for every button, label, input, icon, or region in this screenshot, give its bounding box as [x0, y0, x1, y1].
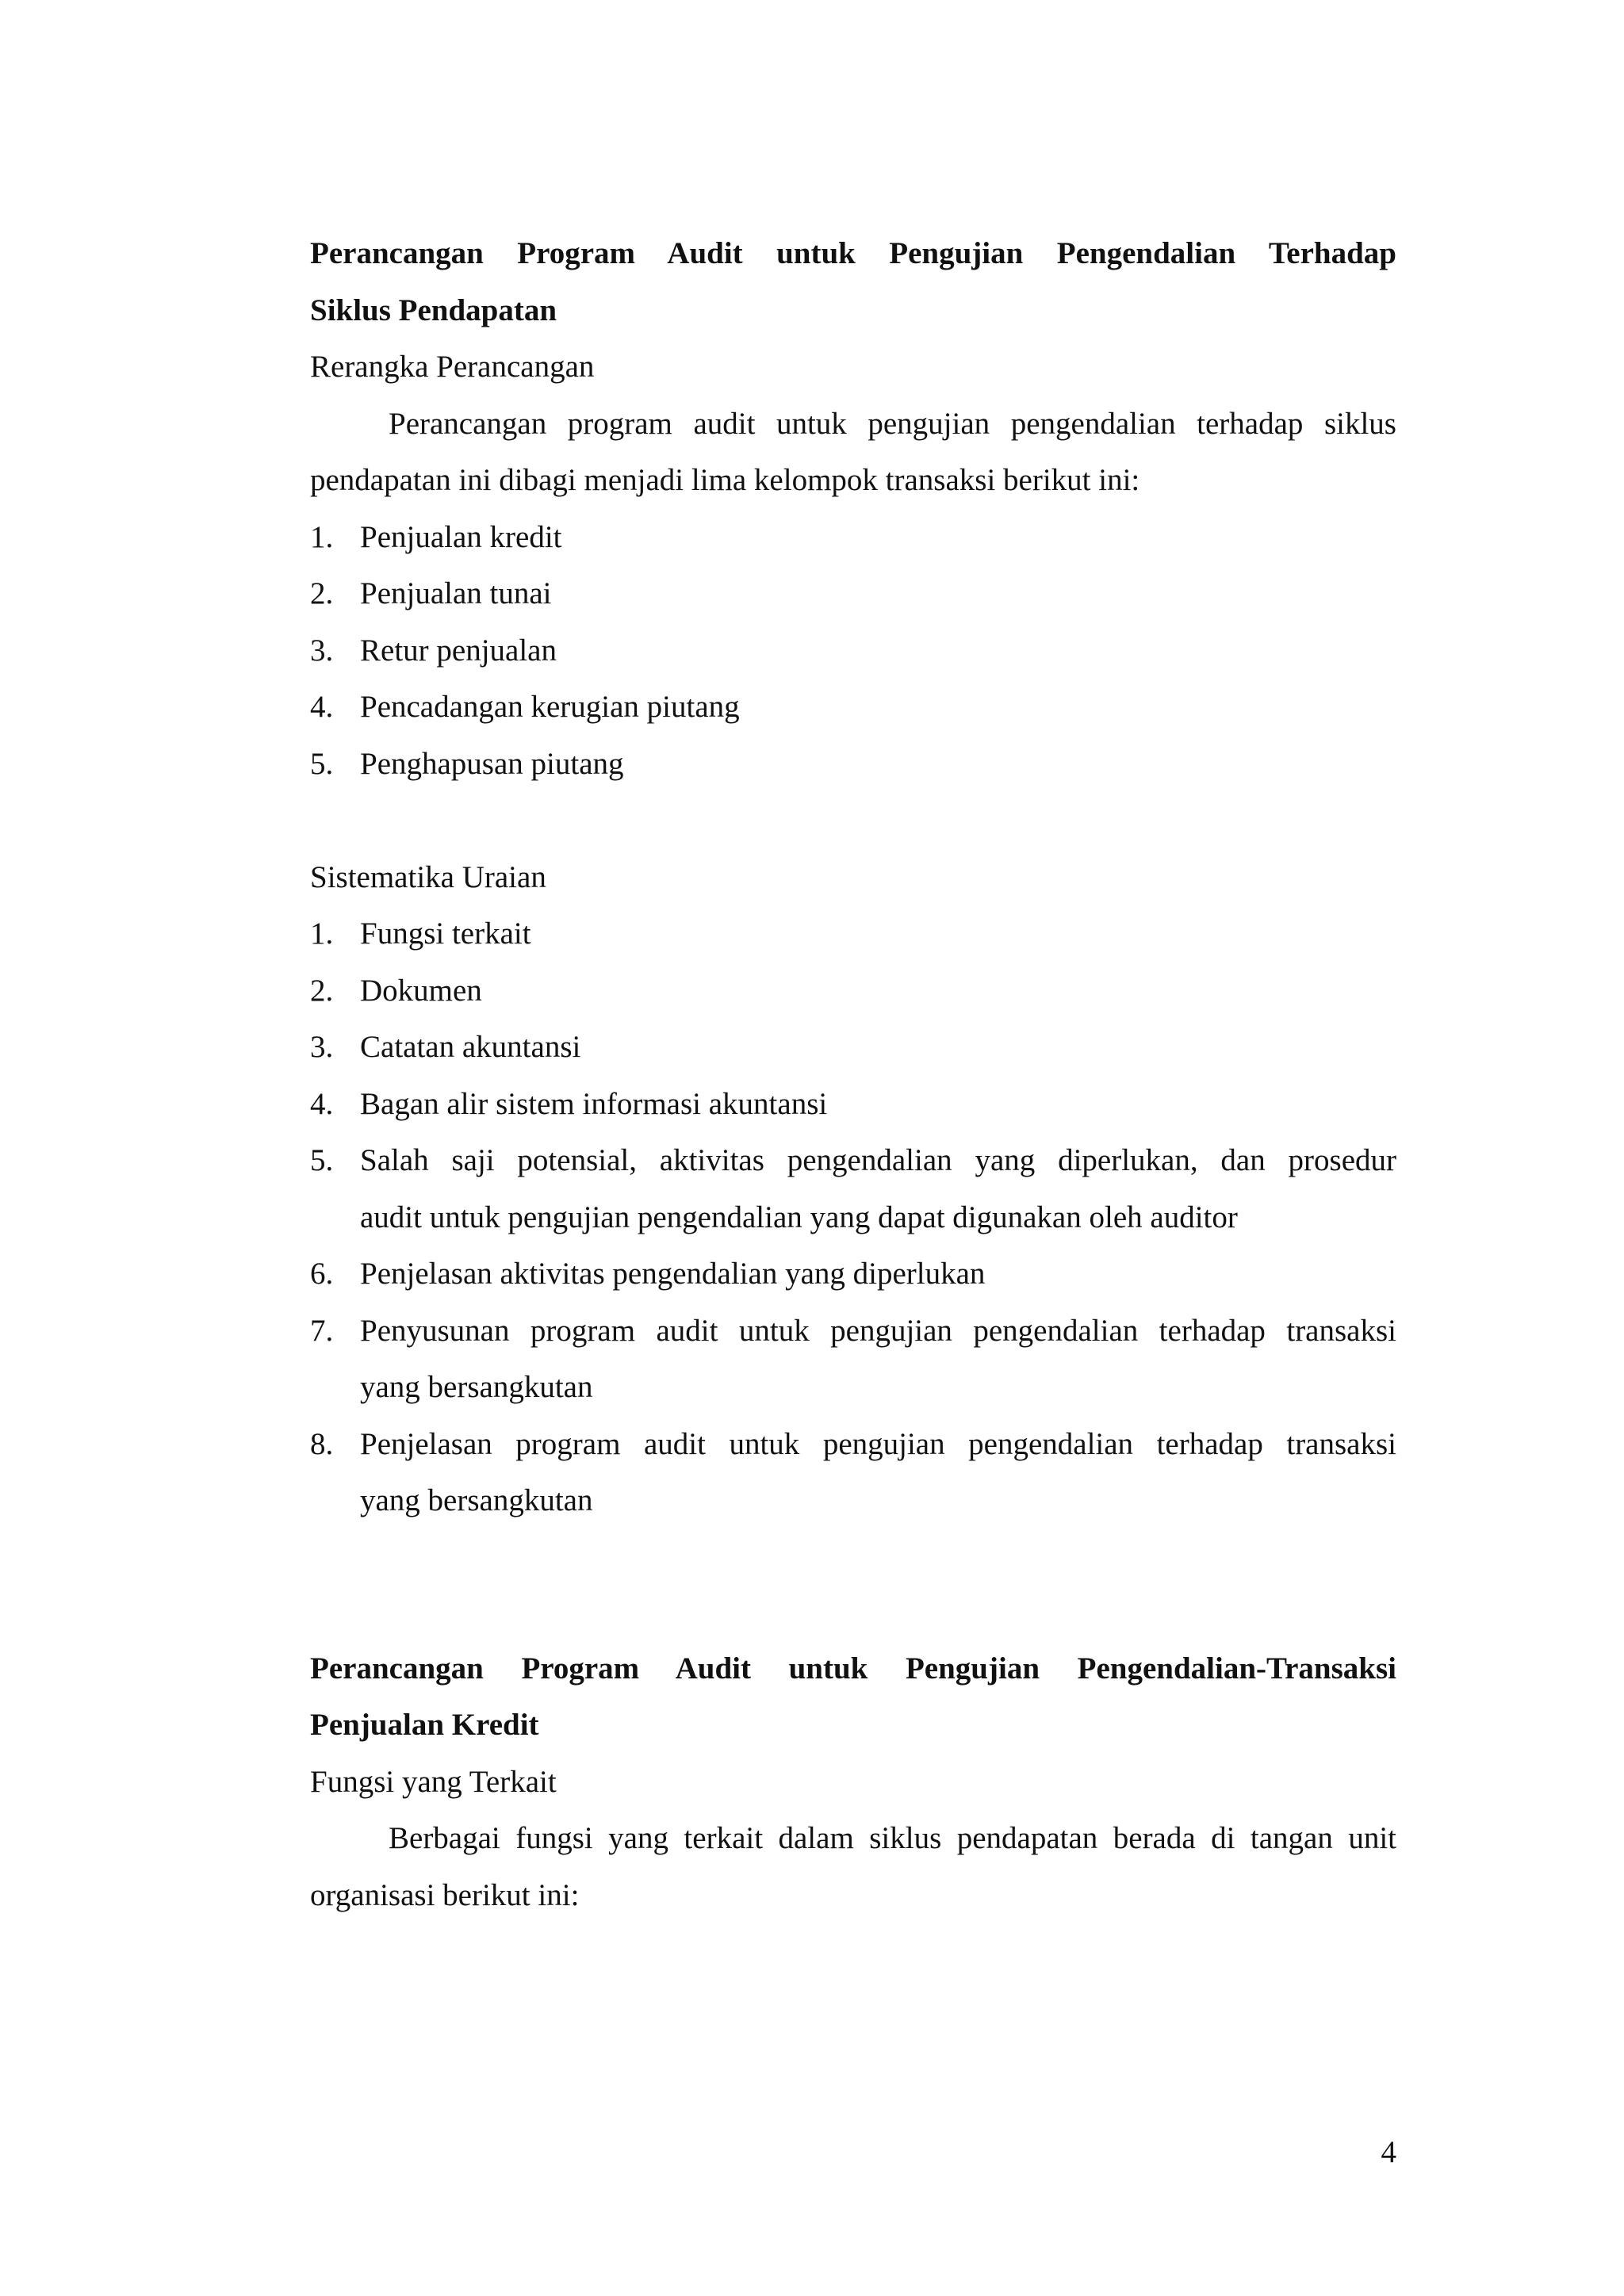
list-item-text: Penghapusan piutang — [360, 746, 624, 781]
page-number: 4 — [1381, 2135, 1396, 2169]
list-item-number: 1. — [310, 916, 334, 951]
paragraph-1-line-2: pendapatan ini dibagi menjadi lima kelompok transaksi berikut ini: — [310, 463, 1140, 497]
list-item-number: 8. — [310, 1426, 334, 1461]
list-item-number: 4. — [310, 690, 334, 724]
sistematika-list — [310, 905, 1396, 1529]
paragraph-2-line-1: Berbagai fungsi yang terkait dalam siklus pendapatan berada di tangan unit — [389, 1821, 1396, 1855]
subheading-sistematika: Sistematika Uraian — [310, 859, 546, 894]
list-item-continuation: yang bersangkutan — [360, 1483, 593, 1517]
list-item-text: Penjualan kredit — [360, 519, 562, 554]
list-item — [310, 962, 1396, 1020]
list-item — [310, 905, 1396, 962]
list-item-number: 7. — [310, 1313, 334, 1348]
list-item-text: Salah saji potensial, aktivitas pengendalian yang diperlukan, dan prosedur — [360, 1143, 1396, 1177]
list-item-number: 5. — [310, 746, 334, 781]
list-item — [310, 622, 1396, 679]
list-item — [310, 1076, 1396, 1133]
list-item-number: 1. — [310, 519, 334, 554]
list-item-number: 2. — [310, 973, 334, 1008]
list-item-number: 5. — [310, 1143, 334, 1177]
transaction-group-list — [310, 509, 1396, 793]
list-item-number: 4. — [310, 1086, 334, 1121]
list-item-text: Penjualan tunai — [360, 576, 552, 610]
paragraph-2-line-2: organisasi berikut ini: — [310, 1877, 580, 1912]
page-content — [310, 225, 1396, 1923]
list-item — [310, 565, 1396, 622]
spacer — [310, 1529, 1396, 1640]
list-item — [310, 1132, 1396, 1189]
section-title-2-line-1: Perancangan Program Audit untuk Pengujian Pengendalian-Transaksi — [310, 1651, 1396, 1686]
list-item-text: Bagan alir sistem informasi akuntansi — [360, 1086, 828, 1121]
list-item — [310, 1416, 1396, 1473]
list-item-continuation: audit untuk pengujian pengendalian yang dapat digunakan oleh auditor — [360, 1200, 1238, 1234]
subheading-fungsi: Fungsi yang Terkait — [310, 1764, 557, 1799]
list-item — [310, 736, 1396, 793]
list-item — [310, 679, 1396, 736]
section-title-1-line-1: Perancangan Program Audit untuk Pengujian Pengendalian Terhadap — [310, 236, 1396, 270]
list-item-text: Fungsi terkait — [360, 916, 531, 951]
list-item-number: 3. — [310, 1030, 334, 1064]
list-item-text: Penjelasan aktivitas pengendalian yang diperlukan — [360, 1257, 986, 1291]
paragraph-1-line-1: Perancangan program audit untuk pengujian pengendalian terhadap siklus — [389, 406, 1396, 441]
section-title-1-line-2: Siklus Pendapatan — [310, 293, 557, 327]
list-item — [310, 1303, 1396, 1360]
list-item — [310, 509, 1396, 566]
list-item-text: Dokumen — [360, 973, 482, 1008]
list-item — [310, 1246, 1396, 1303]
section-title-2-line-2: Penjualan Kredit — [310, 1708, 539, 1742]
list-item — [310, 1019, 1396, 1076]
list-item-text: Pencadangan kerugian piutang — [360, 690, 740, 724]
list-item-number: 2. — [310, 576, 334, 610]
list-item-text: Catatan akuntansi — [360, 1030, 581, 1064]
list-item-text: Penyusunan program audit untuk pengujian pengendalian terhadap transaksi — [360, 1313, 1396, 1348]
list-item-text: Retur penjualan — [360, 633, 557, 668]
list-item-number: 3. — [310, 633, 334, 668]
list-item-number: 6. — [310, 1257, 334, 1291]
list-item-continuation: yang bersangkutan — [360, 1370, 593, 1404]
subheading-rerangka: Rerangka Perancangan — [310, 350, 595, 384]
spacer — [310, 792, 1396, 849]
list-item-text: Penjelasan program audit untuk pengujian pengendalian terhadap transaksi — [360, 1426, 1396, 1461]
